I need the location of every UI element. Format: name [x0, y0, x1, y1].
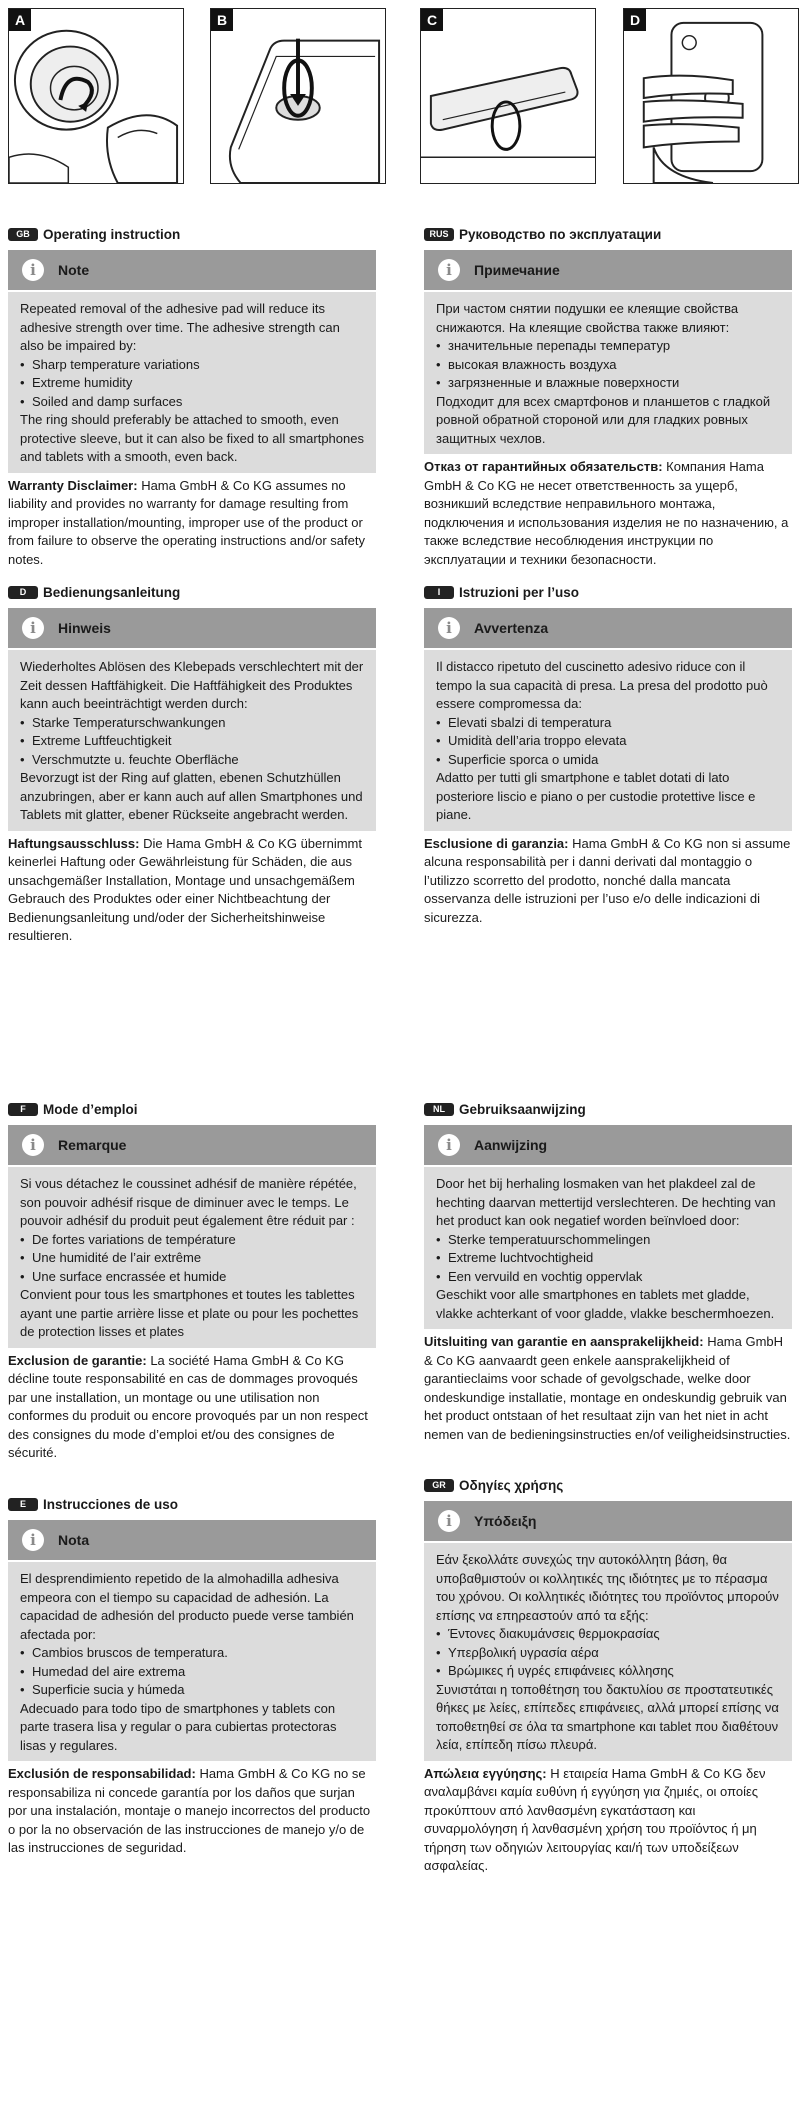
- note-bullet: • Superficie sucia y húmeda: [32, 1681, 364, 1700]
- section-header: [8, 1101, 376, 1117]
- warranty-disclaimer: [8, 477, 376, 570]
- note-bullet: • Starke Temperaturschwankungen: [32, 714, 364, 733]
- section-title: Operating instruction: [43, 226, 181, 242]
- note-bullet: • Cambios bruscos de temperatura.: [32, 1644, 364, 1663]
- figure-c: [420, 8, 596, 184]
- note-intro: Il distacco ripetuto del cuscinetto adesivo riduce con il tempo la sua capacità di presa. La presa del prodotto può essere compromessa da:: [436, 659, 768, 711]
- note-outro: Συνιστάται η τοποθέτηση του δακτυλίου σε προστατευτικές θήκες με λείες, επίπεδες επιφάνειες, αλλά μπορεί επίσης να τοποθετηθεί σε όλα τα smartphone και tablet που διαθέτουν λεία, επίπεδη πίσω πλευρά.: [436, 1681, 779, 1752]
- figure-label: A: [9, 9, 31, 31]
- note-header: [8, 608, 376, 648]
- note-body: [8, 1560, 376, 1761]
- note-outro: Bevorzugt ist der Ring auf glatten, ebenen Schutzhüllen anzubringen, aber er kann auch auf allen Smartphones und Tablets mit glatter, ebener Rückseite angebracht werden.: [20, 770, 363, 822]
- info-icon: i: [438, 617, 460, 639]
- note-bullet: • загрязненные и влажные поверхности: [448, 374, 780, 393]
- section-header: [424, 584, 792, 600]
- note-intro: Repeated removal of the adhesive pad will reduce its adhesive strength over time. The adhesive strength can also be impaired by:: [20, 301, 340, 353]
- info-icon: i: [22, 259, 44, 281]
- note-bullet: • Extreme humidity: [32, 374, 364, 393]
- language-badge: D: [8, 586, 38, 599]
- figure-label: B: [211, 9, 233, 31]
- warranty-label: Απώλεια εγγύησης:: [424, 1765, 547, 1781]
- note-bullet: • Sharp temperature variations: [32, 356, 364, 375]
- note-header: [8, 250, 376, 290]
- section-d: [8, 584, 376, 946]
- warranty-text: Hama GmbH & Co KG non si assume alcuna responsabilità per i danni derivati dal montaggio o l’utilizzo scorretto del prodotto, nonché dalla mancata osservanza delle istruzioni per l’uso e/o delle indicazioni di sicurezza.: [424, 835, 791, 925]
- adhesive-ring-removal-icon: [9, 9, 183, 183]
- note-outro: Подходит для всех смартфонов и планшетов с гладкой ровной обратной стороной или для гладких ровных защитных чехлов.: [436, 393, 771, 446]
- note-title: Nota: [58, 1532, 90, 1548]
- language-badge: RUS: [424, 228, 454, 241]
- warranty-label: Uitsluiting van garantie en aansprakelijkheid:: [424, 1334, 704, 1349]
- warranty-disclaimer: [424, 458, 792, 569]
- language-badge: GB: [8, 228, 38, 241]
- note-outro: Adecuado para todo tipo de smartphones y tablets con parte trasera lisa y regular o para cubiertas protectoras lisas y regulares.: [20, 1700, 337, 1753]
- note-bullet: • Έντονες διακυμάνσεις θερμοκρασίας: [448, 1625, 780, 1644]
- note-bullet: • Soiled and damp surfaces: [32, 393, 364, 412]
- note-body: [8, 648, 376, 831]
- language-badge: NL: [424, 1103, 454, 1116]
- warranty-label: Esclusione di garanzia:: [424, 835, 569, 851]
- info-icon: i: [438, 259, 460, 281]
- note-bullet: • Βρώμικες ή υγρές επιφάνειες κόλλησης: [448, 1662, 780, 1681]
- warranty-label: Haftungsausschluss:: [8, 835, 140, 851]
- note-bullet-list: [20, 714, 364, 770]
- warranty-disclaimer: [8, 1352, 376, 1463]
- figure-d: [623, 8, 799, 184]
- info-icon: i: [22, 1134, 44, 1156]
- figure-b: [210, 8, 386, 184]
- section-header: [8, 584, 376, 600]
- info-icon: i: [22, 617, 44, 639]
- warranty-label: Exclusión de responsabilidad:: [8, 1766, 196, 1781]
- note-title: Avvertenza: [474, 620, 549, 636]
- note-bullet-list: [436, 337, 780, 393]
- section-gr: [424, 1477, 792, 1876]
- note-bullet: • Υπερβολική υγρασία αέρα: [448, 1644, 780, 1663]
- section-nl: [424, 1101, 792, 1444]
- warranty-disclaimer: [8, 835, 376, 946]
- phone-on-ring-stand-icon: [421, 9, 595, 183]
- note-bullet: • Verschmutzte u. feuchte Oberfläche: [32, 751, 364, 770]
- note-bullet: • Umidità dell’aria troppo elevata: [448, 732, 780, 751]
- info-icon: i: [22, 1529, 44, 1551]
- note-header: [424, 1501, 792, 1541]
- warranty-text: Hama GmbH & Co KG no se responsabiliza ni concede garantía por los daños que surjan por una instalación, montaje o manejo incorrectos del producto o por la no observación de las instrucciones de manejo y/o de las instrucciones de seguridad.: [8, 1766, 371, 1855]
- note-bullet: • Sterke temperatuurschommelingen: [448, 1231, 780, 1250]
- section-title: Mode d’emploi: [43, 1101, 138, 1117]
- section-rus: [424, 226, 792, 569]
- note-intro: Wiederholtes Ablösen des Klebepads verschlechtert mit der Zeit dessen Haftfähigkeit. Die Haftfähigkeit des Produktes kann auch beeinträchtigt werden durch:: [20, 659, 364, 711]
- note-title: Hinweis: [58, 620, 111, 636]
- note-title: Aanwijzing: [474, 1137, 548, 1153]
- section-e: [8, 1496, 376, 1858]
- section-f: [8, 1101, 376, 1463]
- language-badge: I: [424, 586, 454, 599]
- note-bullet-list: [436, 1231, 780, 1287]
- language-badge: F: [8, 1103, 38, 1116]
- section-gb: [8, 226, 376, 569]
- figure-label: D: [624, 9, 646, 31]
- note-title: Примечание: [474, 262, 560, 278]
- note-bullet-list: [20, 356, 364, 412]
- note-bullet-list: [436, 714, 780, 770]
- note-body: [8, 1165, 376, 1348]
- info-icon: i: [438, 1134, 460, 1156]
- note-bullet: • высокая влажность воздуха: [448, 356, 780, 375]
- section-header: [424, 1101, 792, 1117]
- note-bullet: • Une surface encrassée et humide: [32, 1268, 364, 1287]
- note-body: [424, 290, 792, 454]
- note-bullet: • Extreme Luftfeuchtigkeit: [32, 732, 364, 751]
- note-intro: Εάν ξεκολλάτε συνεχώς την αυτοκόλλητη βάση, θα υποβαθμιστούν οι κολλητικές της ιδιότητες με το πέρασμα του χρόνου. Οι κολλητικές ιδιότητες του προϊόντος μπορούν επίσης να επηρεαστούν από τα εξής:: [436, 1552, 779, 1623]
- warranty-text: Hama GmbH & Co KG aanvaardt geen enkele aansprakelijkheid of garantieclaims voor schade of gevolgschade, welke door ondeskundige installatie, montage en ondeskundig gebruik van het product ontstaan of het resultaat zijn van het niet in acht nemen van de bedieningsinstructies en/of veiligheidsinstructies.: [424, 1334, 791, 1442]
- warranty-text: La société Hama GmbH & Co KG décline toute responsabilité en cas de dommages provoqués par une installation, un montage ou une utilisation non conformes du produit ou encore provoqués par un non respect des consignes du mode d’emploi et/ou des consignes de sécurité.: [8, 1352, 368, 1460]
- warranty-text: Hama GmbH & Co KG assumes no liability and provides no warranty for damage resulting from improper installation/mounting, improper use of the product or from failure to observe the operating instructions and/or safety notes.: [8, 477, 365, 567]
- note-bullet: • Elevati sbalzi di temperatura: [448, 714, 780, 733]
- note-outro: Convient pour tous les smartphones et toutes les tablettes ayant une partie arrière lisse et plate ou pour les pochettes de protection lisses et plates: [20, 1287, 359, 1339]
- note-bullet-list: [436, 1625, 780, 1681]
- section-header: [424, 226, 792, 242]
- ring-on-phone-back-icon: [211, 9, 385, 183]
- note-bullet: • Een vervuild en vochtig oppervlak: [448, 1268, 780, 1287]
- note-title: Υπόδειξη: [474, 1513, 537, 1529]
- note-bullet: • Superficie sporca o umida: [448, 751, 780, 770]
- warranty-label: Отказ от гарантийных обязательств:: [424, 459, 663, 474]
- note-header: [424, 608, 792, 648]
- section-title: Istruzioni per l’uso: [459, 584, 580, 600]
- hand-holding-phone-ring-icon: [624, 9, 798, 183]
- note-title: Remarque: [58, 1137, 127, 1153]
- note-title: Note: [58, 262, 90, 278]
- section-title: Οδηγίες χρήσης: [459, 1477, 564, 1493]
- warranty-label: Exclusion de garantie:: [8, 1352, 147, 1368]
- note-header: [8, 1125, 376, 1165]
- section-title: Bedienungsanleitung: [43, 584, 181, 600]
- info-icon: i: [438, 1510, 460, 1532]
- section-header: [424, 1477, 792, 1493]
- note-body: [424, 1165, 792, 1329]
- section-title: Руководство по эксплуатации: [459, 226, 662, 242]
- warranty-text: Компания Hama GmbH & Co KG не несет ответственность за ущерб, возникший вследствие неправильного монтажа, подключения и использования изделия не по назначению, а также вследствие несоблюдения инструкции по эксплуатации и техники безопасности.: [424, 459, 789, 567]
- note-body: [8, 290, 376, 473]
- note-outro: Adatto per tutti gli smartphone e tablet dotati di lato posteriore liscio e piano o per custodie protettive lisce e piane.: [436, 770, 756, 822]
- warranty-text: Η εταιρεία Hama GmbH & Co KG δεν αναλαμβάνει καμία ευθύνη ή εγγύηση για ζημιές, οι οποίες προκύπτουν από λανθασμένη εγκατάσταση και συναρμολόγηση ή λανθασμένη χρήση του προϊόντος ή μη τήρηση των οδηγιών λειτουργίας και/ή των υποδείξεων ασφαλείας.: [424, 1765, 766, 1873]
- note-body: [424, 1541, 792, 1761]
- warranty-disclaimer: [8, 1765, 376, 1858]
- warranty-disclaimer: [424, 835, 792, 928]
- note-bullet: • De fortes variations de température: [32, 1231, 364, 1250]
- section-header: [8, 226, 376, 242]
- language-badge: GR: [424, 1479, 454, 1492]
- warranty-label: Warranty Disclaimer:: [8, 477, 138, 493]
- language-badge: E: [8, 1498, 38, 1511]
- note-outro: The ring should preferably be attached to smooth, even protective sleeve, but it can also be fixed to all smartphones and tablets with a smooth, even back.: [20, 412, 364, 464]
- note-outro: Geschikt voor alle smartphones en tablets met gladde, vlakke achterkant of voor gladde, vlakke beschermhoezen.: [436, 1287, 775, 1321]
- note-bullet: • Extreme luchtvochtigheid: [448, 1249, 780, 1268]
- note-header: [424, 250, 792, 290]
- note-intro: El desprendimiento repetido de la almohadilla adhesiva empeora con el tiempo su capacidad de adhesión. La capacidad de adhesión del producto puede verse también afectada por:: [20, 1571, 354, 1642]
- figure-a: [8, 8, 184, 184]
- note-header: [8, 1520, 376, 1560]
- section-header: [8, 1496, 376, 1512]
- section-i: [424, 584, 792, 927]
- section-title: Instrucciones de uso: [43, 1496, 179, 1512]
- figure-label: C: [421, 9, 443, 31]
- note-header: [424, 1125, 792, 1165]
- note-intro: Si vous détachez le coussinet adhésif de manière répétée, son pouvoir adhésif risque de diminuer avec le temps. Le pouvoir adhésif du produit peut également être réduit par :: [20, 1176, 357, 1228]
- note-intro: При частом снятии подушки ее клеящие свойства снижаются. На клеящие свойства также влияют:: [436, 301, 739, 335]
- note-bullet-list: [20, 1644, 364, 1700]
- note-bullet: • Humedad del aire extrema: [32, 1663, 364, 1682]
- warranty-disclaimer: [424, 1333, 792, 1444]
- note-bullet: • значительные перепады температур: [448, 337, 780, 356]
- note-intro: Door het bij herhaling losmaken van het plakdeel zal de hechting daarvan mettertijd verslechteren. De hechting van het product kan ook negatief worden beïnvloed door:: [436, 1176, 776, 1228]
- note-bullet-list: [20, 1231, 364, 1287]
- note-bullet: • Une humidité de l’air extrême: [32, 1249, 364, 1268]
- warranty-text: Die Hama GmbH & Co KG übernimmt keinerlei Haftung oder Gewährleistung für Schäden, die aus unsachgemäßer Installation, Montage und unsachgemäßem Gebrauch des Produktes oder einer Nichtbeachtung der Bedienungsanleitung und/oder der Sicherheitshinweise resultieren.: [8, 835, 362, 943]
- note-body: [424, 648, 792, 831]
- section-title: Gebruiksaanwijzing: [459, 1101, 586, 1117]
- warranty-disclaimer: [424, 1765, 792, 1876]
